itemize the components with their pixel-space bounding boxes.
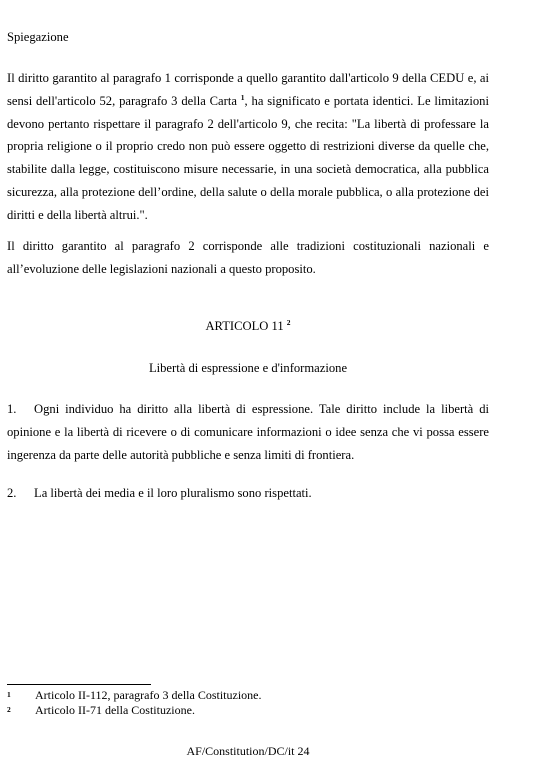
footnote-2 xyxy=(7,703,195,717)
footnote-2-marker: 2 xyxy=(7,705,11,714)
footnote-ref-1[interactable]: 1 xyxy=(240,92,245,102)
article-subtitle: Libertà di espressione e d'informazione xyxy=(148,361,348,375)
footnote-separator xyxy=(7,684,151,685)
clause-1-number: 1. xyxy=(7,402,17,416)
clause-2-text: La libertà dei media e il loro pluralismo sono rispettati. xyxy=(34,486,312,500)
page-footer: AF/Constitution/DC/it 24 xyxy=(186,744,310,758)
clause-2-number: 2. xyxy=(7,486,17,500)
footnote-1-marker: 1 xyxy=(7,690,11,699)
footnote-1 xyxy=(7,688,261,702)
footnote-2-text: Articolo II-71 della Costituzione. xyxy=(35,703,195,717)
article-heading xyxy=(0,318,496,334)
explanation-paragraph-2: Il diritto garantito al paragrafo 2 corrisponde alle tradizioni costituzionali nazionali e all’evoluzione delle legislazioni nazionali a questo proposito. xyxy=(7,239,489,276)
footnote-1-text: Articolo II-112, paragrafo 3 della Costituzione. xyxy=(35,688,262,702)
paragraph-1-text-start: Il diritto garantito al paragrafo 1 corrisponde a quello garantito dall'articolo 9 della CEDU e, ai sensi dell'articolo 52, paragrafo 3 della Carta xyxy=(7,71,489,108)
paragraph-1-text-end: , ha significato e portata identici. Le limitazioni devono pertanto rispettare il paragrafo 2 dell'articolo 9, che recita: "La libertà di professare la propria religione o il proprio credo non può essere oggetto di restrizioni diverse da quelle che, stabilite dalla legge, costituiscono misure necessarie, in una società democratica, alla pubblica sicurezza, alla protezione dell’ordine, della salute o della morale pubblica, o alla protezione dei diritti e della libertà altrui.". xyxy=(7,93,489,222)
clause-2 xyxy=(7,482,489,505)
clause-1 xyxy=(7,398,489,466)
clause-1-text: Ogni individuo ha diritto alla libertà di espressione. Tale diritto include la libertà di opinione e la libertà di ricevere o di comunicare informazioni o idee senza che vi possa essere ingerenza da parte delle autorità pubbliche e senza limiti di frontiera. xyxy=(7,402,489,462)
section-title: Spiegazione xyxy=(7,30,69,44)
footnote-ref-2[interactable]: 2 xyxy=(286,317,291,327)
article-heading-text: ARTICOLO 11 xyxy=(205,319,284,333)
explanation-paragraph-1 xyxy=(7,67,489,227)
